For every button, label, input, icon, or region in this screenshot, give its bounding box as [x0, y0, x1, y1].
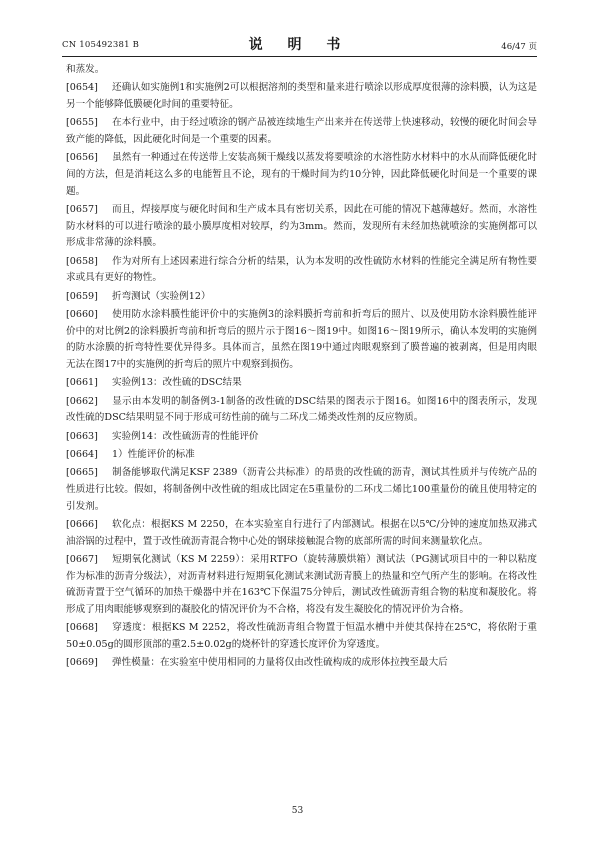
paragraph-text: 在本行业中，由于经过喷涂的钢产品被连续地生产出来并在传送带上快速移动，较慢的硬化时间会导致产能的降低，因此硬化时间是一个重要的因素。 [66, 117, 537, 145]
paragraph-number: [0668] [66, 622, 98, 634]
paragraph [66, 375, 537, 392]
header-rule [62, 56, 537, 57]
paragraph [66, 517, 537, 550]
paragraph [66, 150, 537, 200]
paragraph-number: [0667] [66, 554, 98, 565]
paragraph-text: 短期氧化测试（KS M 2259）：采用RTFO（旋转薄膜烘箱）测试法（PG测试项目中的一种以粘度作为标准的沥青分级法），对沥青材料进行短期氧化测试来测试沥青膜上的热量和空气所产生的影响。在将改性硫沥青置于空气循环的加热干燥器中并在163℃下保温75分钟后，测试改性硫沥青组合物的粘度和凝胶化。将形成了用肉眼能够观察到的凝胶化的情况评价为不合格，将没有发生凝胶化的情况评价为合格。 [66, 554, 537, 616]
paragraph-number: [0659] [66, 290, 98, 302]
paragraph-number: [0665] [66, 467, 98, 479]
paragraph [66, 202, 537, 252]
paragraph [66, 115, 537, 148]
paragraph [66, 80, 537, 113]
paragraph-number: [0666] [66, 519, 98, 530]
paragraph [66, 394, 537, 427]
paragraph-number: [0660] [66, 309, 98, 320]
page-counter: 46/47 页 [501, 42, 537, 52]
paragraph-text: 显示由本发明的制备例3-1制备的改性硫的DSC结果的图表示于图16。如图16中的图表所示，发现改性硫的DSC结果明显不同于形成可纺性前的硫与二环戊二烯类改性剂的反应物质。 [66, 395, 537, 424]
paragraph [66, 465, 537, 515]
paragraph-text: 制备能够取代满足KSF 2389（沥青公共标准）的昂贵的改性硫的沥青，测试其性质并与传统产品的性质进行比较。假如，将制备例中改性硫的组成比固定在5重量份的二环戊二烯比100重量份的硫且使用特定的引发剂。 [66, 467, 537, 512]
paragraph-text: 和蒸发。 [66, 64, 105, 75]
paragraph-text: 还确认如实施例1和实施例2可以根据溶剂的类型和量来进行喷涂以形成厚度很薄的涂料膜，认为这是另一个能够降低膜硬化时间的重要特征。 [66, 82, 537, 110]
page-number: 53 [291, 806, 304, 816]
patent-number: CN 105492381 B [62, 40, 140, 50]
paragraph-text: 软化点：根据KS M 2250，在本实验室自行进行了内部测试。根据在以5℃/分钟的速度加热双沸式油浴锅的过程中，置于改性硫沥青混合物中心处的钢球接触混合物的底部所需的时间来测量软化点。 [66, 519, 537, 547]
page-header [62, 34, 537, 54]
paragraph-number: [0661] [66, 377, 98, 389]
document-title: 说 明 书 [248, 37, 351, 53]
paragraph-text: 实验例14：改性硫沥青的性能评价 [112, 430, 259, 442]
paragraph-text: 虽然有一种通过在传送带上安装高频干燥线以蒸发将要喷涂的水溶性防水材料中的水从而降低硬化时间的方法，但是消耗这么多的电能暂且不论，现有的干燥时间为约10分钟，因此降低硬化时间是一个重要的课题。 [66, 152, 537, 197]
paragraph [66, 429, 537, 446]
paragraph [66, 62, 537, 79]
paragraph-number: [0664] [66, 449, 98, 460]
paragraph [66, 620, 537, 653]
paragraph-number: [0654] [66, 82, 98, 94]
paragraph-number: [0656] [66, 152, 98, 164]
paragraph [66, 447, 537, 464]
paragraph [66, 655, 537, 672]
paragraph-text: 使用防水涂料膜性能评价中的实施例3的涂料膜折弯前和折弯后的照片、以及使用防水涂料膜性能评价中的对比例2的涂料膜折弯前和折弯后的照片示于图16～图19中。如图16～图19所示，确认本发明的实施例的防水涂膜的折弯特性要优异得多。具体而言，虽然在图19中通过肉眼观察到了膜普遍的被剥离，但是用肉眼无法在图17中的实施例的折弯后的照片中观察到损伤。 [66, 309, 537, 371]
paragraph-text: 1）性能评价的标准 [112, 449, 195, 460]
paragraph-number: [0662] [66, 395, 98, 407]
paragraph-number: [0669] [66, 657, 98, 669]
paragraph-number: [0655] [66, 117, 98, 129]
paragraph-text: 弹性模量：在实验室中使用相同的力量将仅由改性硫构成的成形体拉拽至最大后 [112, 657, 448, 669]
paragraph [66, 307, 537, 374]
paragraph [66, 254, 537, 287]
paragraph [66, 552, 537, 619]
paragraph-text: 穿透度：根据KS M 2252，将改性硫沥青组合物置于恒温水槽中并使其保持在25℃，将依附于重50±0.05g的圆形顶部的重2.5±0.02g的烧杯针的穿透长度评价为穿透度。 [66, 622, 537, 651]
paragraph-number: [0657] [66, 204, 98, 215]
paragraph-text: 而且，焊接厚度与硬化时间和生产成本具有密切关系，因此在可能的情况下越薄越好。然而，水溶性防水材料的可以进行喷涂的最小膜厚度相对较厚，约为3mm。然而，发现所有未经加热就喷涂的实施例都可以形成非常薄的涂料膜。 [66, 204, 537, 249]
paragraph [66, 289, 537, 306]
paragraph-number: [0663] [66, 430, 98, 442]
paragraph-text: 实验例13：改性硫的DSC结果 [112, 377, 242, 389]
description-body [66, 62, 537, 674]
paragraph-text: 作为对所有上述因素进行综合分析的结果，认为本发明的改性硫防水材料的性能完全满足所有物性要求或具有更好的物性。 [66, 255, 537, 284]
paragraph-number: [0658] [66, 255, 98, 267]
paragraph-text: 折弯测试（实验例12） [112, 290, 211, 302]
